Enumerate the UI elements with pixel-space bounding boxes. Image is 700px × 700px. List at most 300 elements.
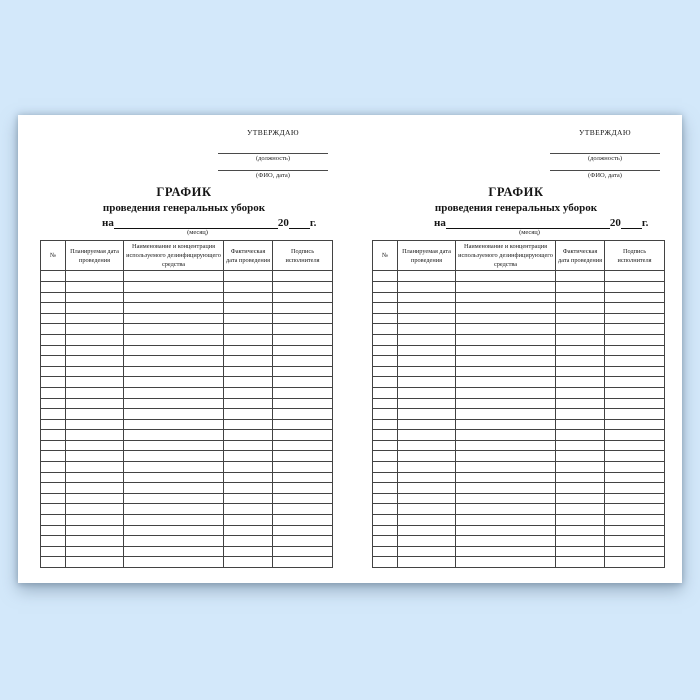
table-cell-empty [556, 398, 605, 409]
table-cell-empty [605, 313, 665, 324]
approval-label: УТВЕРЖДАЮ [579, 128, 631, 137]
table-cell-empty [556, 409, 605, 420]
table-cell-empty [605, 387, 665, 398]
table-cell-empty [373, 430, 398, 441]
table-cell-empty [556, 271, 605, 282]
table-cell-empty [224, 515, 273, 526]
col-header-signature: Подпись исполнителя [605, 241, 665, 271]
table-cell-empty [66, 515, 124, 526]
table-cell-empty [273, 515, 333, 526]
table-row [41, 525, 333, 536]
table-cell-empty [124, 536, 224, 547]
table-cell-empty [556, 483, 605, 494]
table-cell-empty [556, 324, 605, 335]
approval-block [550, 128, 660, 180]
table-cell-empty [605, 451, 665, 462]
table-cell-empty [66, 419, 124, 430]
table-cell-empty [41, 303, 66, 314]
table-cell-empty [66, 483, 124, 494]
table-cell-empty [605, 292, 665, 303]
table-row [41, 366, 333, 377]
table-cell-empty [41, 493, 66, 504]
table-cell-empty [456, 483, 556, 494]
table-cell-empty [273, 525, 333, 536]
table-cell-empty [273, 440, 333, 451]
table-cell-empty [273, 409, 333, 420]
table-row [41, 504, 333, 515]
table-row [41, 515, 333, 526]
table-cell-empty [605, 334, 665, 345]
table-cell-empty [224, 324, 273, 335]
table-cell-empty [41, 313, 66, 324]
year-suffix: г. [641, 217, 649, 229]
table-row [41, 409, 333, 420]
table-cell-empty [556, 504, 605, 515]
table-cell-empty [605, 504, 665, 515]
table-cell-empty [605, 546, 665, 557]
month-year-line [102, 216, 326, 229]
table-cell-empty [556, 313, 605, 324]
table-row [373, 377, 665, 388]
table-cell-empty [273, 271, 333, 282]
table-cell-empty [124, 387, 224, 398]
name-date-caption: (ФИО, дата) [588, 172, 622, 179]
table-cell-empty [224, 377, 273, 388]
table-cell-empty [124, 430, 224, 441]
table-cell-empty [456, 493, 556, 504]
table-cell-empty [456, 271, 556, 282]
table-cell-empty [224, 546, 273, 557]
table-cell-empty [124, 515, 224, 526]
table-cell-empty [373, 493, 398, 504]
table-cell-empty [398, 493, 456, 504]
table-cell-empty [398, 472, 456, 483]
table-cell-empty [398, 271, 456, 282]
table-cell-empty [224, 472, 273, 483]
table-row [41, 557, 333, 568]
table-cell-empty [41, 281, 66, 292]
table-cell-empty [556, 472, 605, 483]
table-cell-empty [273, 303, 333, 314]
document-subtitle: проведения генеральных уборок [102, 202, 266, 214]
table-cell-empty [66, 377, 124, 388]
table-row [41, 313, 333, 324]
table-cell-empty [398, 419, 456, 430]
table-cell-empty [398, 324, 456, 335]
col-header-number: № [373, 241, 398, 271]
table-cell-empty [398, 546, 456, 557]
table-cell-empty [556, 430, 605, 441]
table-cell-empty [41, 366, 66, 377]
table-cell-empty [66, 303, 124, 314]
table-cell-empty [124, 419, 224, 430]
document-title: ГРАФИК [156, 185, 212, 199]
table-cell-empty [456, 366, 556, 377]
month-caption: (месяц) [519, 229, 540, 236]
table-row [373, 281, 665, 292]
table-cell-empty [224, 366, 273, 377]
table-cell-empty [456, 419, 556, 430]
name-date-caption: (ФИО, дата) [256, 172, 290, 179]
table-cell-empty [556, 493, 605, 504]
table-row [373, 271, 665, 282]
cleaning-schedule-table [372, 240, 665, 568]
table-cell-empty [41, 557, 66, 568]
table-cell-empty [224, 409, 273, 420]
table-cell-empty [373, 356, 398, 367]
table-row [41, 546, 333, 557]
table-row [373, 313, 665, 324]
table-cell-empty [398, 557, 456, 568]
table-cell-empty [273, 292, 333, 303]
table-cell-empty [605, 440, 665, 451]
table-cell-empty [66, 525, 124, 536]
table-cell-empty [373, 515, 398, 526]
table-row [373, 536, 665, 547]
table-cell-empty [605, 356, 665, 367]
table-cell-empty [373, 313, 398, 324]
table-cell-empty [41, 472, 66, 483]
table-cell-empty [456, 430, 556, 441]
table-cell-empty [66, 451, 124, 462]
col-header-planned-date: Планируемая дата проведения [398, 241, 456, 271]
table-cell-empty [66, 504, 124, 515]
table-cell-empty [124, 504, 224, 515]
table-row [373, 324, 665, 335]
year-blank-line [289, 216, 310, 229]
table-cell-empty [66, 546, 124, 557]
table-row [373, 419, 665, 430]
table-cell-empty [456, 557, 556, 568]
table-row [41, 356, 333, 367]
table-row [373, 303, 665, 314]
col-header-number: № [41, 241, 66, 271]
table-cell-empty [124, 271, 224, 282]
table-cell-empty [456, 451, 556, 462]
table-cell-empty [398, 398, 456, 409]
table-cell-empty [456, 525, 556, 536]
table-cell-empty [605, 515, 665, 526]
table-cell-empty [556, 451, 605, 462]
table-row [373, 387, 665, 398]
table-row [373, 504, 665, 515]
table-cell-empty [398, 409, 456, 420]
table-cell-empty [224, 451, 273, 462]
table-cell-empty [273, 557, 333, 568]
table-row [41, 536, 333, 547]
table-row [373, 440, 665, 451]
table-cell-empty [373, 303, 398, 314]
table-cell-empty [224, 271, 273, 282]
table-cell-empty [41, 377, 66, 388]
table-cell-empty [41, 271, 66, 282]
table-cell-empty [398, 430, 456, 441]
table-cell-empty [398, 313, 456, 324]
table-cell-empty [556, 281, 605, 292]
table-cell-empty [605, 557, 665, 568]
table-cell-empty [41, 546, 66, 557]
table-cell-empty [373, 377, 398, 388]
table-cell-empty [124, 345, 224, 356]
table-cell-empty [273, 324, 333, 335]
table-cell-empty [605, 462, 665, 473]
table-cell-empty [556, 557, 605, 568]
table-cell-empty [273, 493, 333, 504]
table-cell-empty [605, 472, 665, 483]
table-cell-empty [224, 281, 273, 292]
table-cell-empty [556, 462, 605, 473]
year-text: 20 [609, 217, 621, 229]
table-row [373, 334, 665, 345]
table-cell-empty [605, 493, 665, 504]
table-cell-empty [224, 356, 273, 367]
table-cell-empty [373, 451, 398, 462]
year-text: 20 [277, 217, 289, 229]
table-cell-empty [66, 281, 124, 292]
table-cell-empty [556, 366, 605, 377]
table-cell-empty [224, 557, 273, 568]
table-cell-empty [556, 334, 605, 345]
table-cell-empty [124, 377, 224, 388]
cleaning-schedule-table [40, 240, 333, 568]
table-cell-empty [373, 483, 398, 494]
approval-block [218, 128, 328, 180]
table-cell-empty [398, 515, 456, 526]
table-cell-empty [605, 281, 665, 292]
table-cell-empty [224, 536, 273, 547]
table-cell-empty [456, 546, 556, 557]
table-row [41, 462, 333, 473]
table-cell-empty [41, 292, 66, 303]
table-row [41, 440, 333, 451]
table-cell-empty [273, 430, 333, 441]
table-cell-empty [398, 440, 456, 451]
table-row [373, 557, 665, 568]
table-cell-empty [373, 557, 398, 568]
table-row [373, 430, 665, 441]
table-row [373, 345, 665, 356]
table-row [373, 525, 665, 536]
month-year-line [434, 216, 658, 229]
table-cell-empty [373, 440, 398, 451]
table-row [373, 398, 665, 409]
table-cell-empty [124, 557, 224, 568]
table-cell-empty [373, 536, 398, 547]
table-cell-empty [124, 462, 224, 473]
table-cell-empty [66, 409, 124, 420]
table-cell-empty [66, 493, 124, 504]
table-cell-empty [224, 313, 273, 324]
table-cell-empty [273, 281, 333, 292]
table-cell-empty [224, 387, 273, 398]
table-cell-empty [224, 303, 273, 314]
table-cell-empty [124, 493, 224, 504]
table-cell-empty [373, 525, 398, 536]
table-cell-empty [556, 419, 605, 430]
col-header-signature: Подпись исполнителя [273, 241, 333, 271]
table-cell-empty [224, 440, 273, 451]
table-cell-empty [124, 398, 224, 409]
table-cell-empty [273, 546, 333, 557]
table-cell-empty [456, 377, 556, 388]
table-row [373, 462, 665, 473]
table-cell-empty [398, 504, 456, 515]
table-row [41, 398, 333, 409]
table-row [41, 483, 333, 494]
table-cell-empty [66, 292, 124, 303]
table-cell-empty [224, 419, 273, 430]
position-caption: (должность) [255, 155, 291, 162]
table-cell-empty [456, 281, 556, 292]
month-line-prefix: на [102, 217, 114, 229]
table-row [41, 292, 333, 303]
table-cell-empty [41, 462, 66, 473]
table-row [41, 387, 333, 398]
table-cell-empty [398, 334, 456, 345]
position-caption: (должность) [587, 155, 623, 162]
table-cell-empty [41, 536, 66, 547]
table-cell-empty [456, 409, 556, 420]
month-line-prefix: на [434, 217, 446, 229]
table-cell-empty [456, 515, 556, 526]
document-title-block [18, 185, 350, 237]
table-row [373, 493, 665, 504]
form-page-right [350, 115, 682, 583]
table-cell-empty [273, 334, 333, 345]
col-header-disinfectant: Наименование и концентрация используемого дезинфицирующего средства [124, 241, 224, 271]
table-cell-empty [124, 292, 224, 303]
table-cell-empty [605, 525, 665, 536]
table-cell-empty [398, 483, 456, 494]
table-cell-empty [41, 419, 66, 430]
table-cell-empty [66, 345, 124, 356]
table-cell-empty [605, 303, 665, 314]
table-cell-empty [41, 451, 66, 462]
table-cell-empty [398, 462, 456, 473]
table-cell-empty [605, 345, 665, 356]
table-cell-empty [605, 483, 665, 494]
table-cell-empty [273, 483, 333, 494]
table-row [373, 483, 665, 494]
table-header-row [373, 241, 665, 271]
table-row [41, 430, 333, 441]
table-cell-empty [556, 303, 605, 314]
table-cell-empty [456, 334, 556, 345]
table-cell-empty [124, 483, 224, 494]
table-cell-empty [556, 525, 605, 536]
table-cell-empty [124, 303, 224, 314]
table-cell-empty [41, 483, 66, 494]
table-cell-empty [373, 504, 398, 515]
table-cell-empty [41, 525, 66, 536]
table-cell-empty [456, 536, 556, 547]
table-cell-empty [273, 419, 333, 430]
table-cell-empty [124, 451, 224, 462]
table-cell-empty [605, 430, 665, 441]
table-cell-empty [273, 536, 333, 547]
table-row [41, 493, 333, 504]
table-cell-empty [373, 324, 398, 335]
table-cell-empty [373, 462, 398, 473]
document-title-block [350, 185, 682, 237]
table-row [41, 281, 333, 292]
table-cell-empty [398, 366, 456, 377]
col-header-disinfectant: Наименование и концентрация используемого дезинфицирующего средства [456, 241, 556, 271]
table-cell-empty [556, 377, 605, 388]
table-cell-empty [373, 271, 398, 282]
table-cell-empty [273, 462, 333, 473]
table-cell-empty [224, 493, 273, 504]
table-cell-empty [124, 546, 224, 557]
table-cell-empty [224, 334, 273, 345]
col-header-actual-date: Фактическая дата проведения [224, 241, 273, 271]
table-cell-empty [224, 430, 273, 441]
month-blank-line [446, 216, 610, 229]
table-cell-empty [605, 536, 665, 547]
table-cell-empty [273, 472, 333, 483]
table-row [373, 409, 665, 420]
table-cell-empty [456, 398, 556, 409]
table-cell-empty [41, 345, 66, 356]
table-cell-empty [605, 324, 665, 335]
table-row [41, 472, 333, 483]
table-cell-empty [605, 409, 665, 420]
table-cell-empty [41, 398, 66, 409]
table-cell-empty [41, 334, 66, 345]
table-row [373, 472, 665, 483]
table-cell-empty [124, 409, 224, 420]
table-cell-empty [66, 324, 124, 335]
table-cell-empty [66, 387, 124, 398]
table-cell-empty [41, 515, 66, 526]
table-cell-empty [41, 409, 66, 420]
table-cell-empty [605, 377, 665, 388]
table-cell-empty [398, 356, 456, 367]
table-cell-empty [224, 483, 273, 494]
table-cell-empty [66, 472, 124, 483]
table-cell-empty [456, 324, 556, 335]
table-cell-empty [124, 366, 224, 377]
table-cell-empty [373, 472, 398, 483]
table-cell-empty [556, 546, 605, 557]
table-cell-empty [41, 504, 66, 515]
table-cell-empty [456, 292, 556, 303]
table-cell-empty [605, 366, 665, 377]
table-cell-empty [273, 356, 333, 367]
table-cell-empty [556, 536, 605, 547]
table-cell-empty [41, 387, 66, 398]
table-cell-empty [456, 313, 556, 324]
table-header-row [41, 241, 333, 271]
table-cell-empty [373, 419, 398, 430]
table-cell-empty [224, 462, 273, 473]
table-row [41, 271, 333, 282]
table-cell-empty [66, 430, 124, 441]
month-blank-line [114, 216, 278, 229]
table-cell-empty [373, 398, 398, 409]
table-row [373, 546, 665, 557]
table-cell-empty [124, 472, 224, 483]
table-cell-empty [273, 366, 333, 377]
table-cell-empty [373, 409, 398, 420]
table-cell-empty [373, 281, 398, 292]
table-cell-empty [124, 334, 224, 345]
table-cell-empty [398, 387, 456, 398]
table-row [373, 515, 665, 526]
table-cell-empty [398, 377, 456, 388]
table-cell-empty [66, 440, 124, 451]
col-header-actual-date: Фактическая дата проведения [556, 241, 605, 271]
